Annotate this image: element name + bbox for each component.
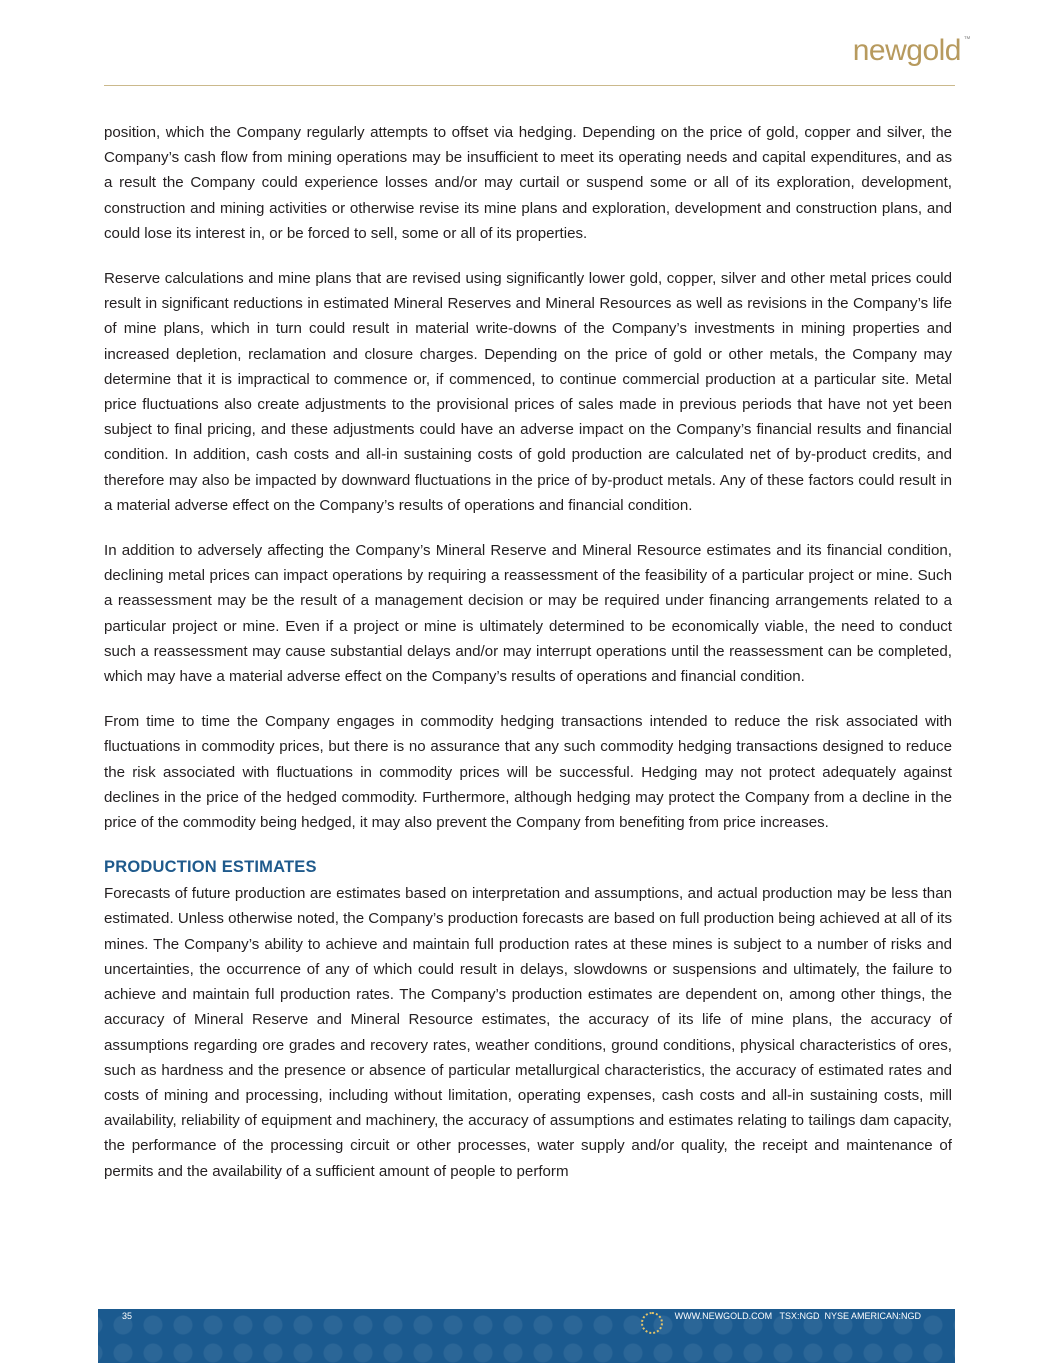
logo-text: newgold xyxy=(852,34,961,67)
section-paragraph: Forecasts of future production are estimates based on interpretation and assumptions, and actual production may be less than estimated. Unless otherwise noted, the Company’s production forecasts are based on full production being achieved at all of its mines. The Company’s ability to achieve and maintain full production rates at these mines is subject to a number of risks and uncertainties, the occurrence of any of which could result in delays, slowdowns or suspensions and ultimately, the failure to achieve and maintain full production rates. The Company’s production estimates are dependent on, among other things, the accuracy of Mineral Reserve and Mineral Resource estimates, the accuracy of its life of mine plans, the accuracy of assumptions regarding ore grades and recovery rates, weather conditions, ground conditions, physical characteristics of ores, such as hardness and the presence or absence of particular metallurgical characteristics, the accuracy of estimated rates and costs of mining and processing, including without limitation, operating expenses, cash costs and all-in sustaining costs, mill availability, reliability of equipment and machinery, the accuracy of assumptions and estimates relating to tailings dam capacity, the performance of the processing circuit or other processes, water supply and/or quality, the receipt and maintenance of permits and the availability of a sufficient amount of people to perform xyxy=(104,885,952,1180)
logo-trademark: ™ xyxy=(963,36,970,43)
section-heading-production-estimates: PRODUCTION ESTIMATES xyxy=(104,858,317,877)
page-number: 35 xyxy=(122,1311,133,1321)
paragraph-2: Reserve calculations and mine plans that are revised using significantly lower gold, copper, silver and other metal prices could result in significant reductions in estimated Mineral Reserves and Mineral Resources as well as revisions in the Company’s life of mine plans, which in turn could result in material write-downs of the Company’s investments in mining properties and increased depletion, reclamation and closure charges. Depending on the price of gold or other metals, the Company may determine that it is impractical to commence or, if commenced, to continue commercial production at a particular site. Metal price fluctuations also create adjustments to the provisional prices of sales made in previous periods that have not yet been subject to final pricing, and these adjustments could have an adverse impact on the Company’s financial results and financial condition. In addition, cash costs and all-in sustaining costs of gold production are calculated net of by-product credits, and therefore may also be impacted by downward fluctuations in the price of by-product metals. Any of these factors could result in a material adverse effect on the Company’s results of operations and financial condition. xyxy=(104,270,952,514)
paragraph-3: In addition to adversely affecting the Company’s Mineral Reserve and Mineral Resource estimates and its financial condition, declining metal prices can impact operations by requiring a reassessment of the feasibility of a particular project or mine. Such a reassessment may be the result of a management decision or may be required under financing arrangements related to a particular project or mine. Even if a project or mine is ultimately determined to be economically viable, the need to conduct such a reassessment may cause substantial delays and/or may interrupt operations until the reassessment can be completed, which may have a material adverse effect on the Company’s results of operations and financial condition. xyxy=(104,542,952,686)
paragraph-1: position, which the Company regularly attempts to offset via hedging. Depending on the price of gold, copper and silver, the Company’s cash flow from mining operations may be insufficient to meet its operating needs and capital expenditures, and as a result the Company could experience losses and/or may curtail or suspend some or all of its exploration, development, construction and mining activities or otherwise revise its mine plans and exploration, development and construction plans, and could lose its interest in, or be forced to sell, some or all of its properties. xyxy=(104,124,952,242)
newgold-logo xyxy=(852,34,970,68)
footer-bar xyxy=(98,1309,955,1363)
newgold-emblem-icon xyxy=(641,1312,663,1334)
footer-website-tickers: WWW.NEWGOLD.COM TSX:NGD NYSE AMERICAN:NGD xyxy=(674,1311,921,1321)
paragraph-4: From time to time the Company engages in commodity hedging transactions intended to reduce the risk associated with fluctuations in commodity prices, but there is no assurance that any such commodity hedging transactions designed to reduce the risk associated with fluctuations in commodity prices will be successful. Hedging may not protect adequately against declines in the price of the hedged commodity. Furthermore, although hedging may protect the Company from a decline in the price of the commodity being hedged, it may also prevent the Company from benefiting from price increases. xyxy=(104,713,952,832)
header-divider xyxy=(104,85,955,86)
page-body xyxy=(104,120,952,1204)
